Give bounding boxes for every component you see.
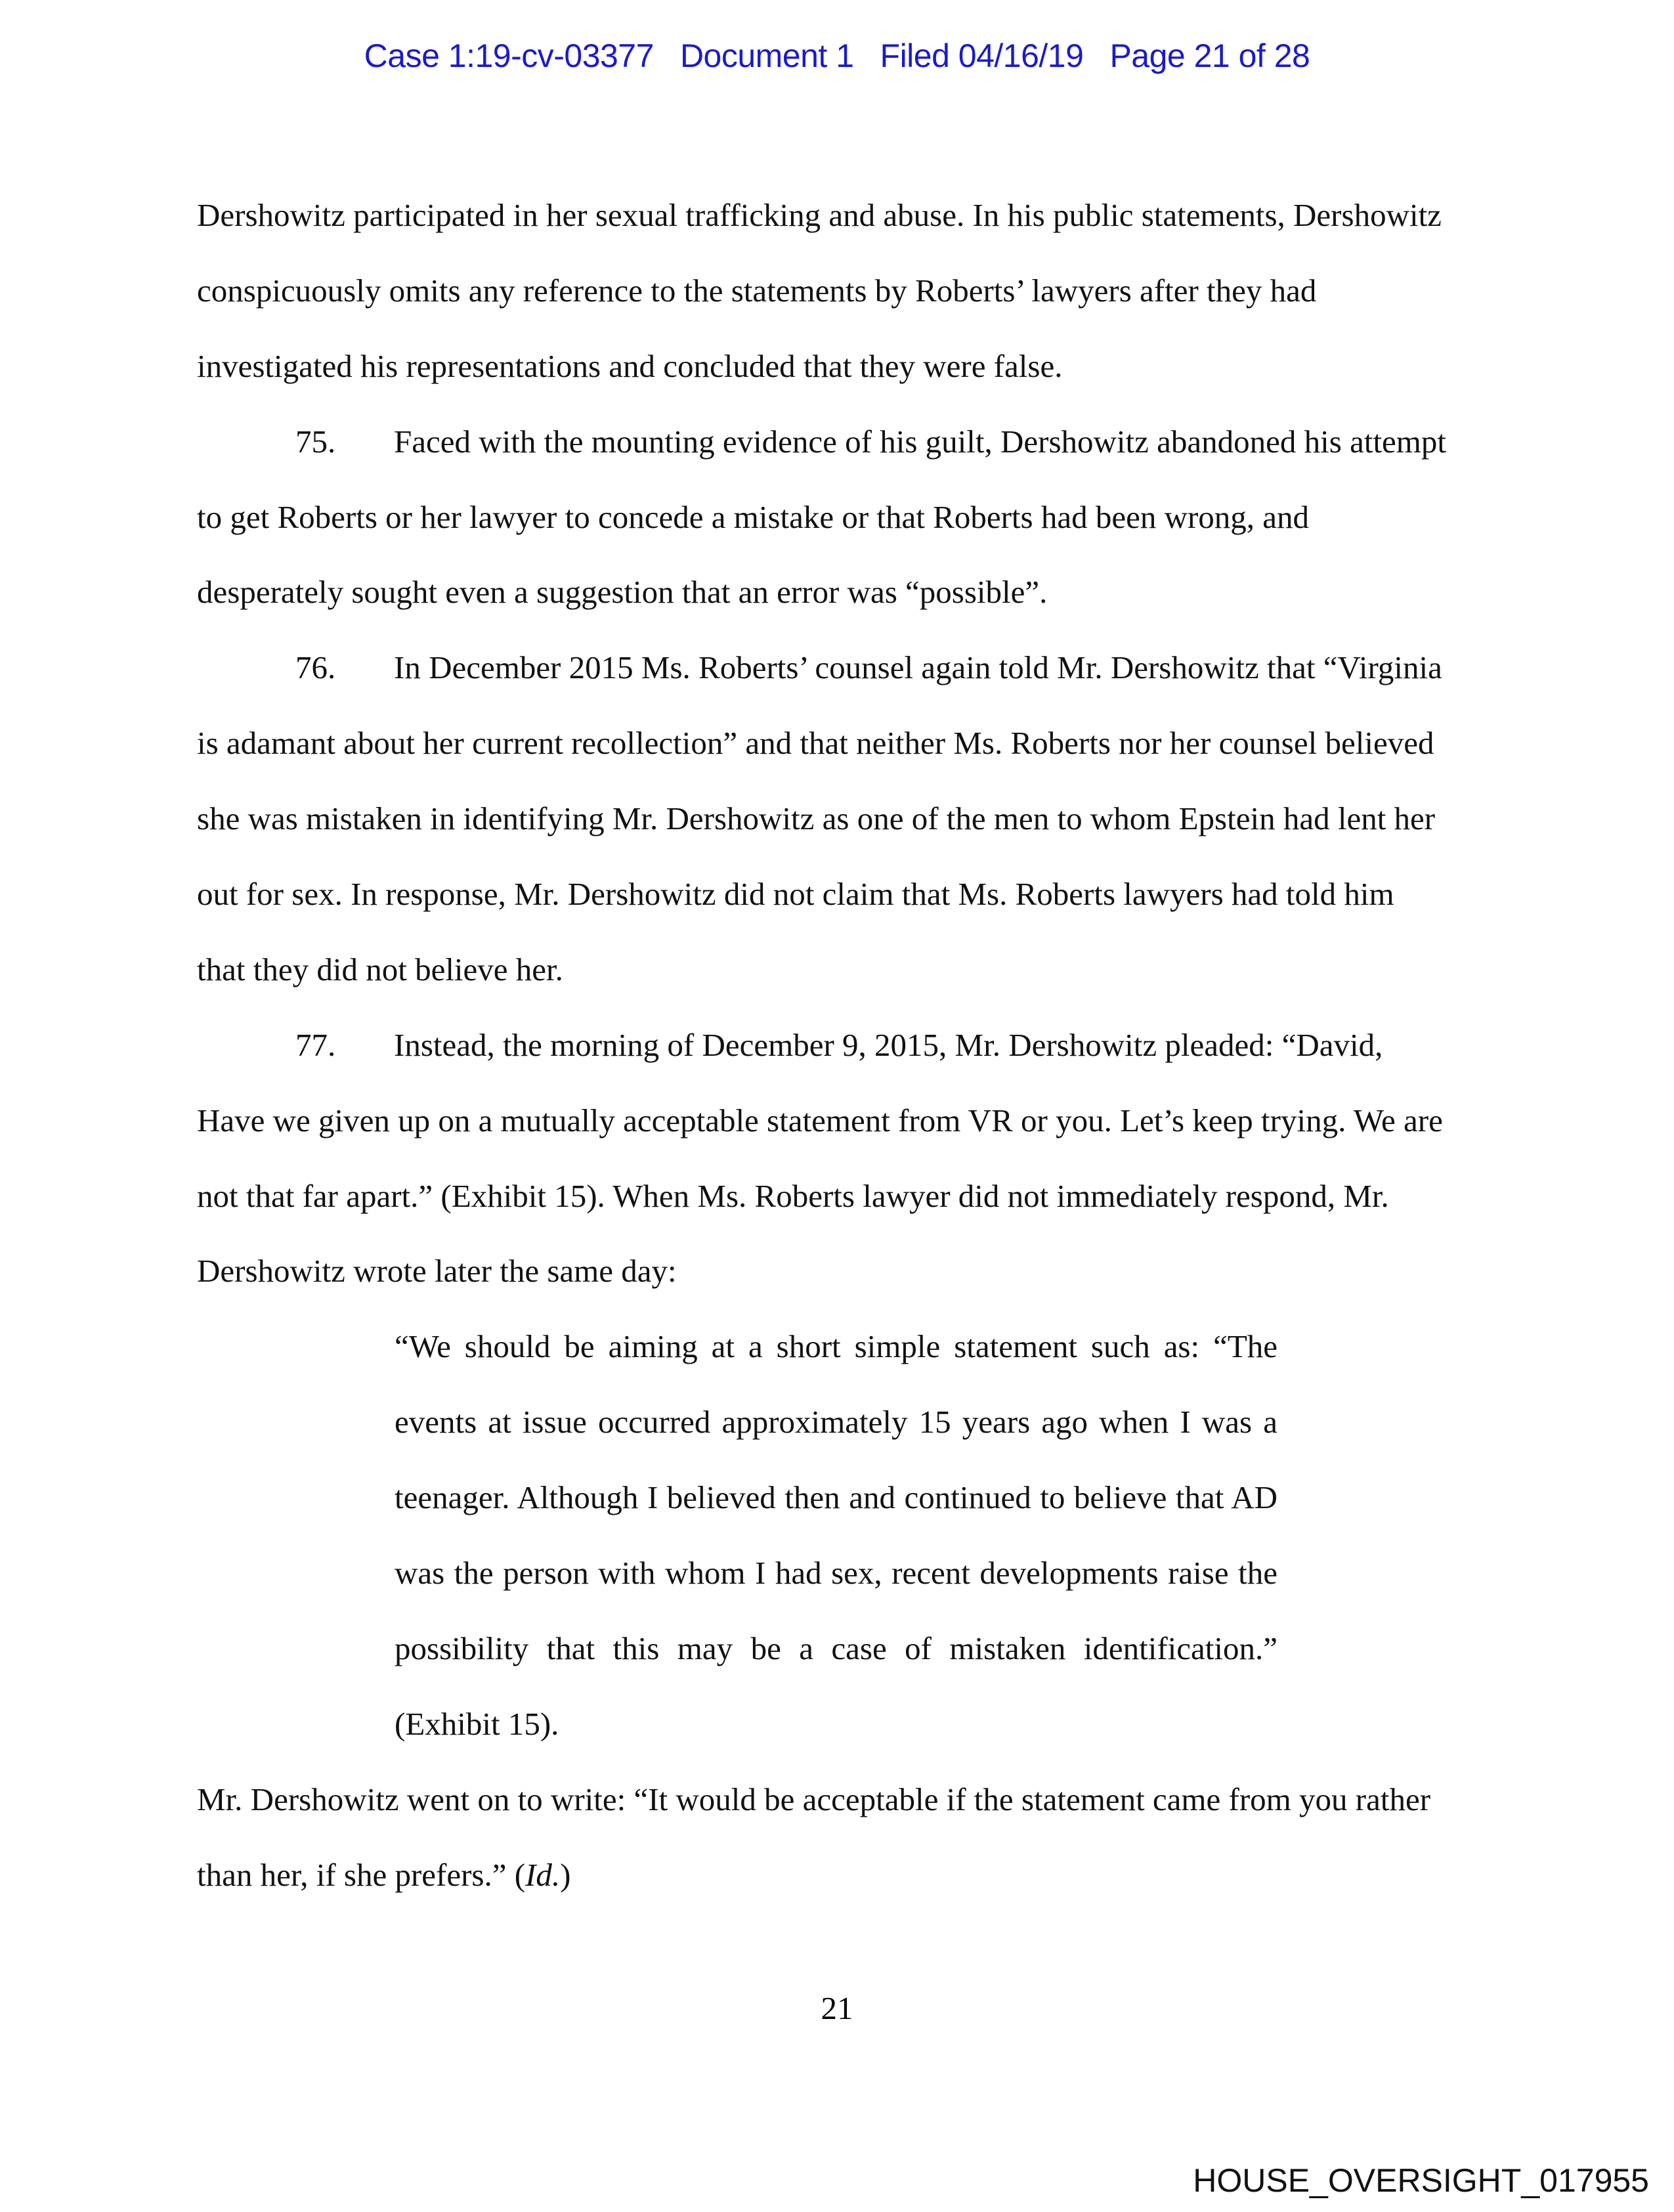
text-line: Faced with the mounting evidence of his guilt, Dershowitz abandoned his attempt: [394, 423, 1447, 460]
text-line: that they did not believe her.: [197, 951, 563, 987]
paragraph-75: [197, 404, 1477, 631]
paragraph-77: [197, 1008, 1477, 1310]
text-segment: ): [560, 1856, 571, 1893]
text-line: Mr. Dershowitz went on to write: “It would be acceptable if the statement came from you rather: [197, 1781, 1431, 1817]
quote-line: (Exhibit 15).: [395, 1705, 559, 1742]
quote-line: teenager. Although I believed then and continued to believe that AD: [395, 1479, 1277, 1516]
bates-number: HOUSE_OVERSIGHT_017955: [1193, 2162, 1649, 2199]
text-line: to get Roberts or her lawyer to concede a mistake or that Roberts had been wrong, and: [197, 498, 1310, 535]
text-line: Dershowitz participated in her sexual trafficking and abuse. In his public statements, Dershowitz: [197, 197, 1442, 233]
paragraph-number: 77.: [295, 1026, 336, 1063]
case-number: Case 1:19-cv-03377: [364, 37, 654, 74]
text-line: out for sex. In response, Mr. Dershowitz did not claim that Ms. Roberts lawyers had told him: [197, 876, 1394, 913]
page-number: 21: [821, 1990, 853, 2026]
citation-id: Id.: [525, 1856, 561, 1893]
paragraph-continuation: [197, 178, 1477, 404]
text-line: conspicuously omits any reference to the statements by Roberts’ lawyers after they had: [197, 272, 1317, 309]
quote-line: events at issue occurred approximately 15 years ago when I was a: [395, 1404, 1277, 1441]
text-segment: than her, if she prefers.” (: [197, 1856, 526, 1893]
text-line: Instead, the morning of December 9, 2015, Mr. Dershowitz pleaded: “David,: [394, 1026, 1383, 1063]
quote-line: was the person with whom I had sex, recent developments raise the: [395, 1555, 1277, 1592]
paragraph-number: 76.: [295, 649, 336, 686]
text-line: In December 2015 Ms. Roberts’ counsel again told Mr. Dershowitz that “Virginia: [394, 649, 1442, 686]
document-number: Document 1: [679, 37, 854, 74]
text-line: investigated his representations and concluded that they were false.: [197, 347, 1063, 384]
closing-paragraph: [197, 1762, 1477, 1913]
text-line: Dershowitz wrote later the same day:: [197, 1253, 677, 1290]
page-count: Page 21 of 28: [1109, 37, 1310, 74]
block-quote: [197, 1309, 1477, 1762]
text-line: Have we given up on a mutually acceptable statement from VR or you. Let’s keep trying. We are: [197, 1102, 1443, 1139]
text-line: desperately sought even a suggestion that an error was “possible”.: [197, 574, 1048, 611]
paragraph-76: [197, 630, 1477, 1007]
text-line: not that far apart.” (Exhibit 15). When Ms. Roberts lawyer did not immediately respond, Mr.: [197, 1177, 1389, 1214]
document-body: [197, 178, 1477, 1913]
text-line: she was mistaken in identifying Mr. Dershowitz as one of the men to whom Epstein had lent her: [197, 800, 1436, 837]
quote-line: “We should be aiming at a short simple statement such as: “The: [395, 1328, 1277, 1365]
quote-line: possibility that this may be a case of mistaken identification.”: [395, 1630, 1277, 1666]
case-header: [0, 37, 1674, 75]
text-line: is adamant about her current recollection” and that neither Ms. Roberts nor her counsel believed: [197, 725, 1434, 762]
filed-date: Filed 04/16/19: [880, 37, 1084, 74]
paragraph-number: 75.: [295, 423, 336, 460]
